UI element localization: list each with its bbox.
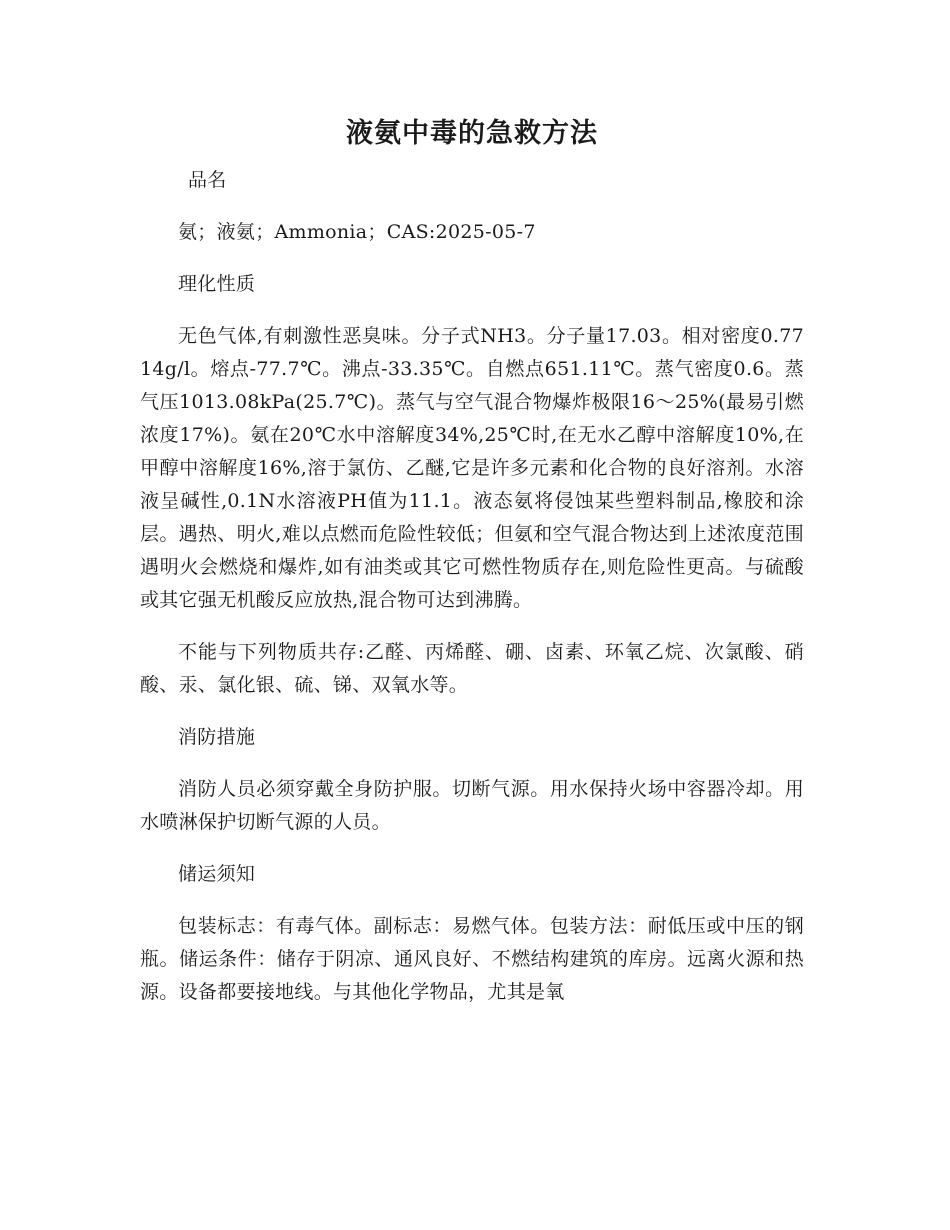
incompatibles-paragraph: 不能与下列物质共存:乙醛、丙烯醛、硼、卤素、环氧乙烷、次氯酸、硝酸、汞、氯化银、硫、锑、双氧水等。 xyxy=(140,641,804,696)
properties-paragraph: 无色气体,有刺激性恶臭味。分子式NH3。分子量17.03。相对密度0.7714g/l。熔点-77.7℃。沸点-33.35℃。自燃点651.11℃。蒸气密度0.6。蒸气压1013.08kPa(25.7℃)。蒸气与空气混合物爆炸极限16～25%(最易引燃浓度17%)。氨在20℃水中溶解度34%,25℃时,在无水乙醇中溶解度10%,在甲醇中溶解度16%,溶于氯仿、乙醚,它是许多元素和化合物的良好溶剂。水溶液呈碱性,0.1N水溶液PH值为11.1。液态氨将侵蚀某些塑料制品,橡胶和涂层。遇热、明火,难以点燃而危险性较低；但氨和空气混合物达到上述浓度范围遇明火会燃烧和爆炸,如有油类或其它可燃性物质存在,则危险性更高。与硫酸或其它强无机酸反应放热,混合物可达到沸腾。 xyxy=(140,325,804,611)
section-label-product-name: 品名 xyxy=(188,169,227,191)
storage-paragraph: 包装标志：有毒气体。副标志：易燃气体。包装方法：耐低压或中压的钢瓶。储运条件：储存于阴凉、通风良好、不燃结构建筑的库房。远离火源和热源。设备都要接地线。与其他化学物品，尤其是氧 xyxy=(140,915,804,1003)
section-label-properties: 理化性质 xyxy=(178,273,256,295)
section-label-firefighting: 消防措施 xyxy=(178,726,256,748)
document-page xyxy=(140,112,804,1028)
firefighting-paragraph: 消防人员必须穿戴全身防护服。切断气源。用水保持火场中容器冷却。用水喷淋保护切断气源的人员。 xyxy=(140,778,804,833)
product-names-paragraph: 氨；液氨；Ammonia；CAS:2025-05-7 xyxy=(178,221,536,243)
section-label-storage: 储运须知 xyxy=(178,863,256,885)
document-title: 液氨中毒的急救方法 xyxy=(346,118,598,149)
